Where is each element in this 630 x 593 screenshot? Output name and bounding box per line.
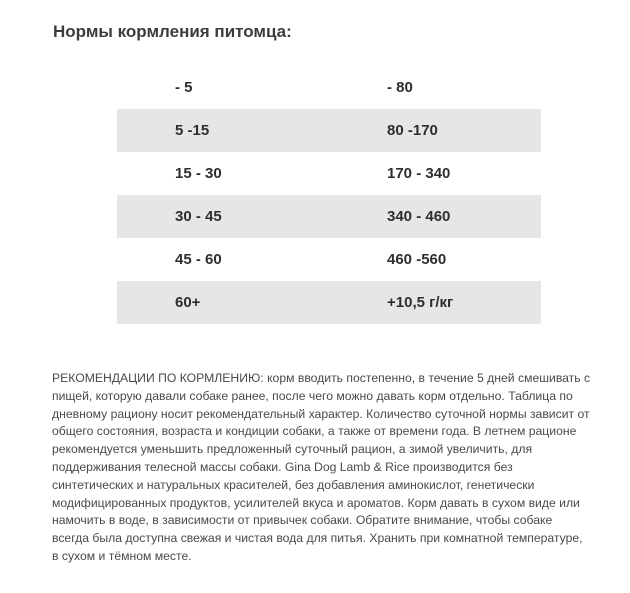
weight-cell: 60+ [117, 281, 329, 324]
amount-cell: +10,5 г/кг [329, 281, 541, 324]
weight-cell: 15 - 30 [175, 165, 222, 182]
weight-cell: 30 - 45 [117, 195, 329, 238]
table-row [117, 281, 541, 324]
table-row [117, 109, 541, 152]
amount-cell: - 80 [387, 79, 413, 96]
weight-cell: 5 -15 [117, 109, 329, 152]
feeding-recommendations-text: РЕКОМЕНДАЦИИ ПО КОРМЛЕНИЮ: корм вводить постепенно, в течение 5 дней смешивать с пищей, которую давали собаке ранее, после чего можно давать корм отдельно. Таблица по дневному рациону носит рекомендательный характер. Количество суточной нормы зависит от общего состояния, возраста и кондиции собаки, а также от времени года. В летнем рационе рекомендуется уменьшить предложенный суточный рацион, а зимой увеличить, для поддерживания телесной массы собаки. Gina Dog Lamb & Rice производится без синтетических и натуральных красителей, без добавления аминокислот, генетически модифицированных продуктов, усилителей вкуса и ароматов. Корм давать в сухом виде или намочить в воде, в зависимости от привычек собаки. Обратите внимание, чтобы собаке всегда была доступна свежая и чистая вода для питья. Хранить при комнатной температуре, в сухом и тёмном месте. [52, 371, 591, 563]
table-row [117, 152, 541, 195]
table-row [117, 195, 541, 238]
amount-cell: 460 -560 [387, 251, 447, 268]
feeding-table [117, 66, 541, 324]
table-row [117, 66, 541, 109]
page-title: Нормы кормления питомца: [53, 22, 292, 41]
table-row [117, 238, 541, 281]
amount-cell: 80 -170 [329, 109, 541, 152]
weight-cell: 45 - 60 [175, 251, 222, 268]
weight-cell: - 5 [175, 79, 193, 96]
amount-cell: 170 - 340 [387, 165, 451, 182]
amount-cell: 340 - 460 [329, 195, 541, 238]
